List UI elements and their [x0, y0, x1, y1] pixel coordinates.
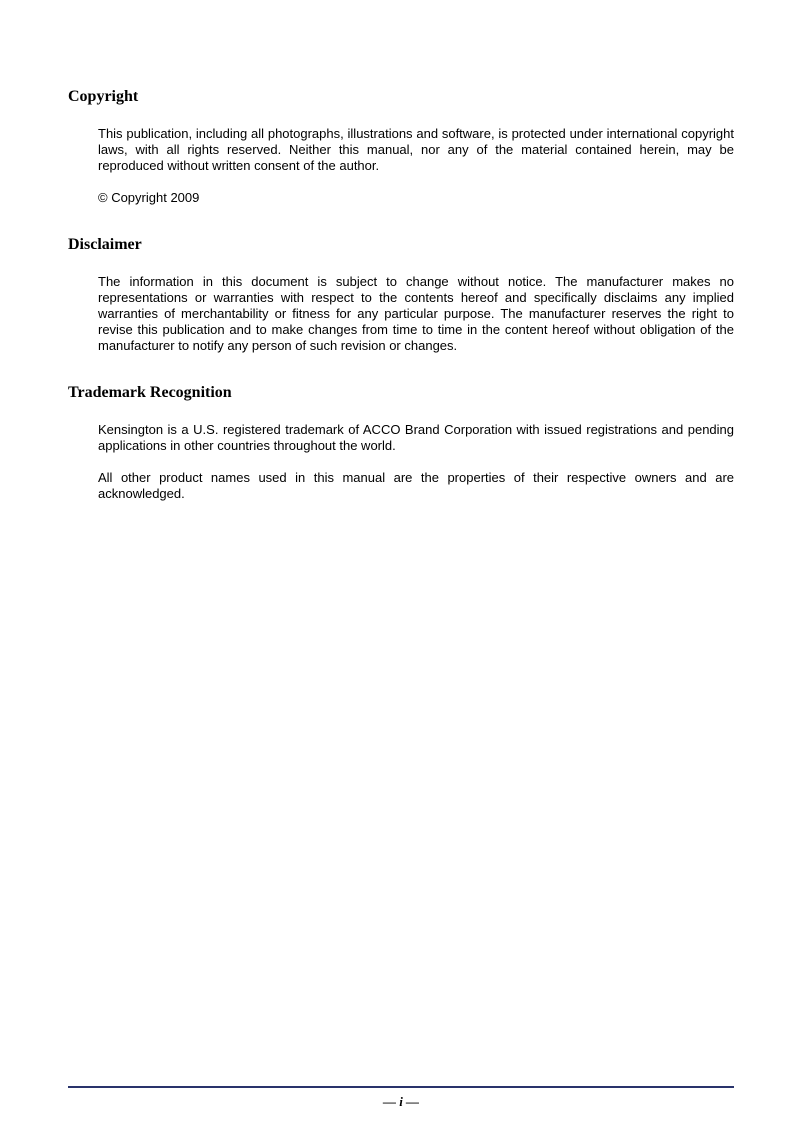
trademark-paragraph-other-products: All other product names used in this manual are the properties of their respective owners and are acknowledged. [98, 470, 734, 501]
section-disclaimer [68, 236, 734, 354]
trademark-heading: Trademark Recognition [68, 384, 232, 401]
page-content [0, 0, 802, 502]
copyright-heading: Copyright [68, 88, 139, 105]
disclaimer-heading: Disclaimer [68, 236, 142, 253]
disclaimer-paragraph: The information in this document is subject to change without notice. The manufacturer makes no representations or warranties with respect to the contents hereof and specifically disclaims any implied warranties of merchantability or fitness for any particular purpose. The manufacturer reserves the right to revise this publication and to make changes from time to time in the content hereof without obligation of the manufacturer to notify any person of such revision or changes. [98, 274, 734, 353]
disclaimer-body [98, 274, 734, 354]
trademark-paragraph-kensington: Kensington is a U.S. registered trademark of ACCO Brand Corporation with issued registrations and pending applications in other countries throughout the world. [98, 422, 734, 453]
page-number: — i — [382, 1094, 420, 1109]
trademark-body [98, 422, 734, 502]
page-footer [68, 1086, 734, 1110]
section-copyright [68, 88, 734, 206]
copyright-notice: © Copyright 2009 [98, 190, 200, 205]
copyright-paragraph: This publication, including all photographs, illustrations and software, is protected under international copyright laws, with all rights reserved. Neither this manual, nor any of the material contained herein, may be reproduced without written consent of the author. [98, 126, 734, 173]
copyright-body [98, 126, 734, 206]
footer-rule [68, 1086, 734, 1088]
section-trademark-recognition [68, 384, 734, 502]
